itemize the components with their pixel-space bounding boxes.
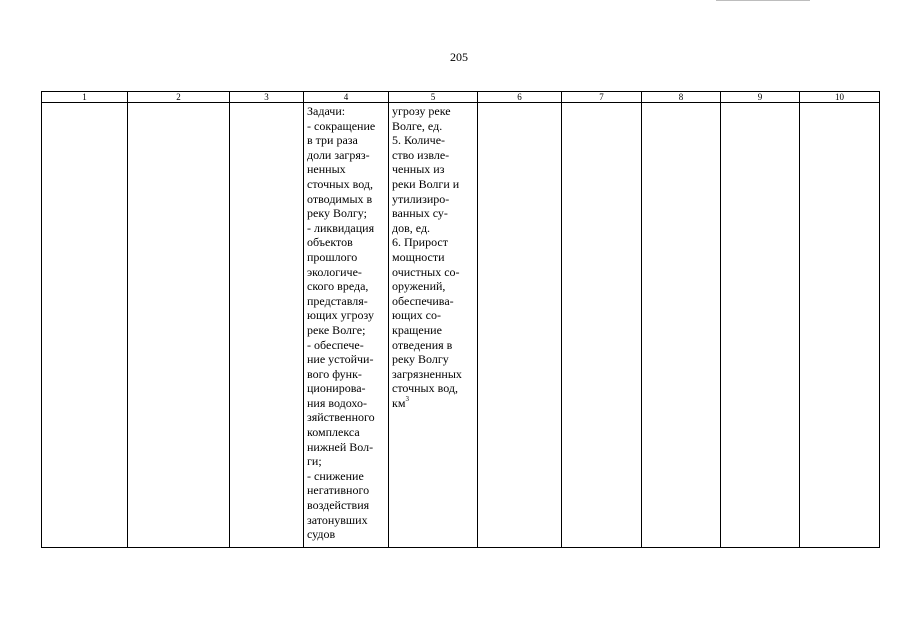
text-line: негативного xyxy=(307,483,370,498)
column-header-10: 10 xyxy=(800,92,880,103)
text-line: ние устойчи- xyxy=(307,352,374,367)
text-line: - снижение xyxy=(307,468,364,483)
text-line: ющих со- xyxy=(392,308,441,323)
cell-col-9 xyxy=(721,103,800,548)
text-line: реку Волгу xyxy=(392,352,449,367)
column-header-8: 8 xyxy=(642,92,721,103)
text-line: доли загряз- xyxy=(307,147,370,162)
text-line: ненных xyxy=(307,162,346,177)
cell-col-6 xyxy=(478,103,562,548)
text-line: дов, ед. xyxy=(392,220,431,235)
text-line: ги; xyxy=(307,454,322,469)
text-line: - сокращение xyxy=(307,118,376,133)
text-line: сточных вод, xyxy=(392,381,458,396)
text-line: ство извле- xyxy=(392,147,450,162)
text-line: ского вреда, xyxy=(307,279,369,294)
text-line: реке Волге; xyxy=(307,322,366,337)
text-line: 5. Количе- xyxy=(392,133,446,148)
text-line: экологиче- xyxy=(307,264,362,279)
text-line: угрозу реке xyxy=(392,104,451,118)
text-line: представля- xyxy=(307,293,368,308)
text-line: вого функ- xyxy=(307,366,362,381)
text-line: ванных су- xyxy=(392,206,448,221)
cell-col-8 xyxy=(642,103,721,548)
column-header-2: 2 xyxy=(128,92,230,103)
cell-col-5 xyxy=(389,103,478,548)
text-line: зяйственного xyxy=(307,410,375,425)
cell-col-7 xyxy=(562,103,642,548)
column-header-6: 6 xyxy=(478,92,562,103)
cell-col-3 xyxy=(230,103,304,548)
text-line: нижней Вол- xyxy=(307,439,374,454)
text-line: реку Волгу; xyxy=(307,206,367,221)
text-line: судов xyxy=(307,527,336,542)
text-line: затонувших xyxy=(307,512,368,527)
text-line: реки Волги и xyxy=(392,176,460,191)
column-header-5: 5 xyxy=(389,92,478,103)
text-line: отводимых в xyxy=(307,191,373,206)
text-line: объектов xyxy=(307,235,353,250)
unit-line xyxy=(392,396,477,411)
text-line: 6. Прирост xyxy=(392,235,448,250)
text-line: - обеспече- xyxy=(307,337,364,352)
text-line: прошлого xyxy=(307,249,358,264)
text-line: очистных со- xyxy=(392,264,460,279)
unit-superscript: 3 xyxy=(405,394,409,403)
cell-col-1 xyxy=(42,103,128,548)
text-line: ющих угрозу xyxy=(307,308,375,323)
column-header-4: 4 xyxy=(304,92,389,103)
page-number: 205 xyxy=(450,50,468,64)
text-line: мощности xyxy=(392,249,445,264)
text-line: утилизиро- xyxy=(392,191,450,206)
text-line: обеспечива- xyxy=(392,293,454,308)
top-edge-rule xyxy=(716,0,810,1)
text-line: ционирова- xyxy=(307,381,366,396)
cell-col-2 xyxy=(128,103,230,548)
text-line: кращение xyxy=(392,322,442,337)
column-header-1: 1 xyxy=(42,92,128,103)
cell-col-10 xyxy=(800,103,880,548)
column-header-7: 7 xyxy=(562,92,642,103)
data-table xyxy=(41,91,880,548)
text-line: комплекса xyxy=(307,425,360,440)
text-line: Волге, ед. xyxy=(392,118,443,133)
table-row xyxy=(42,103,880,548)
text-line: в три раза xyxy=(307,133,358,148)
cell-col-4 xyxy=(304,103,389,548)
text-line: загрязненных xyxy=(392,366,462,381)
text-line: оружений, xyxy=(392,279,446,294)
text-line: ченных из xyxy=(392,162,445,177)
text-line: Задачи: xyxy=(307,104,346,118)
unit-text: км xyxy=(392,395,406,410)
text-line: - ликвидация xyxy=(307,220,375,235)
indicators-text xyxy=(389,103,477,410)
column-header-9: 9 xyxy=(721,92,800,103)
text-line: ния водохо- xyxy=(307,395,367,410)
header-row xyxy=(42,92,880,103)
text-line: воздействия xyxy=(307,498,370,513)
column-header-3: 3 xyxy=(230,92,304,103)
text-line: отведения в xyxy=(392,337,453,352)
tasks-text xyxy=(304,103,388,542)
text-line: сточных вод, xyxy=(307,176,373,191)
